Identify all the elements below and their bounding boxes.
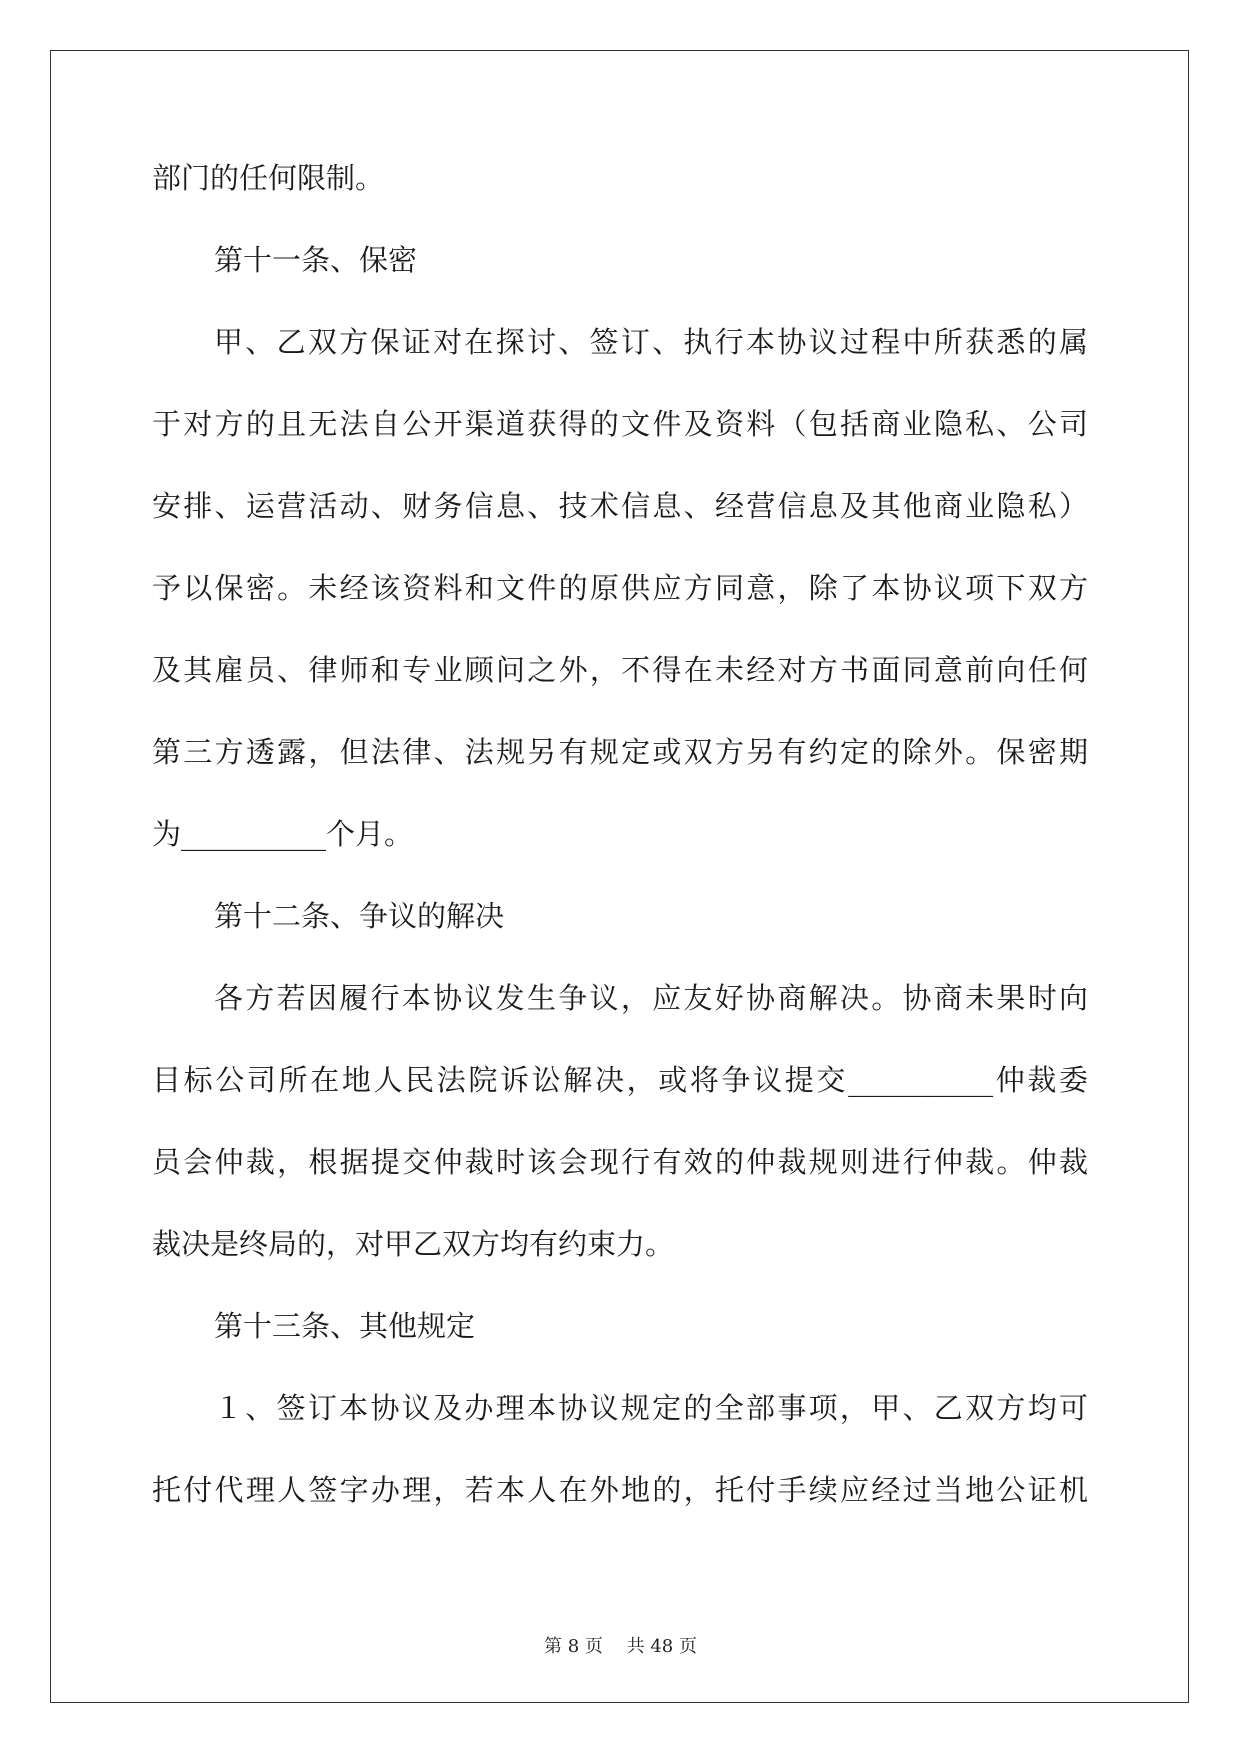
text-line: 员会仲裁，根据提交仲裁时该会现行有效的仲裁规则进行仲裁。仲裁 [152,1145,1088,1179]
text-line: 裁决是终局的，对甲乙双方均有约束力。 [152,1227,675,1261]
text-line: 予以保密。未经该资料和文件的原供应方同意，除了本协议项下双方 [152,571,1088,605]
text-line: 第三方透露，但法律、法规另有规定或双方另有约定的除外。保密期 [152,735,1088,769]
text-line: 目标公司所在地人民法院诉讼解决，或将争议提交__________仲裁委 [152,1063,1088,1097]
text-line: １、签订本协议及办理本协议规定的全部事项，甲、乙双方均可 [214,1391,1088,1425]
text-line: 安排、运营活动、财务信息、技术信息、经营信息及其他商业隐私） [152,489,1088,523]
section-heading-13: 第十三条、其他规定 [214,1309,476,1343]
text-line: 为__________个月。 [152,817,414,851]
text-line: 于对方的且无法自公开渠道获得的文件及资料（包括商业隐私、公司 [152,407,1088,441]
text-line: 及其雇员、律师和专业顾问之外，不得在未经对方书面同意前向任何 [152,653,1088,687]
text-line: 各方若因履行本协议发生争议，应友好协商解决。协商未果时向 [214,981,1088,1015]
text-line: 部门的任何限制。 [152,161,385,195]
text-line: 甲、乙双方保证对在探讨、签订、执行本协议过程中所获悉的属 [214,325,1088,359]
section-heading-12: 第十二条、争议的解决 [214,899,505,933]
document-body [152,162,1088,1556]
page-number-footer: 第 8 页 共 48 页 [544,1636,697,1657]
text-line: 托付代理人签字办理，若本人在外地的，托付手续应经过当地公证机 [152,1473,1088,1507]
section-heading-11: 第十一条、保密 [214,243,418,277]
